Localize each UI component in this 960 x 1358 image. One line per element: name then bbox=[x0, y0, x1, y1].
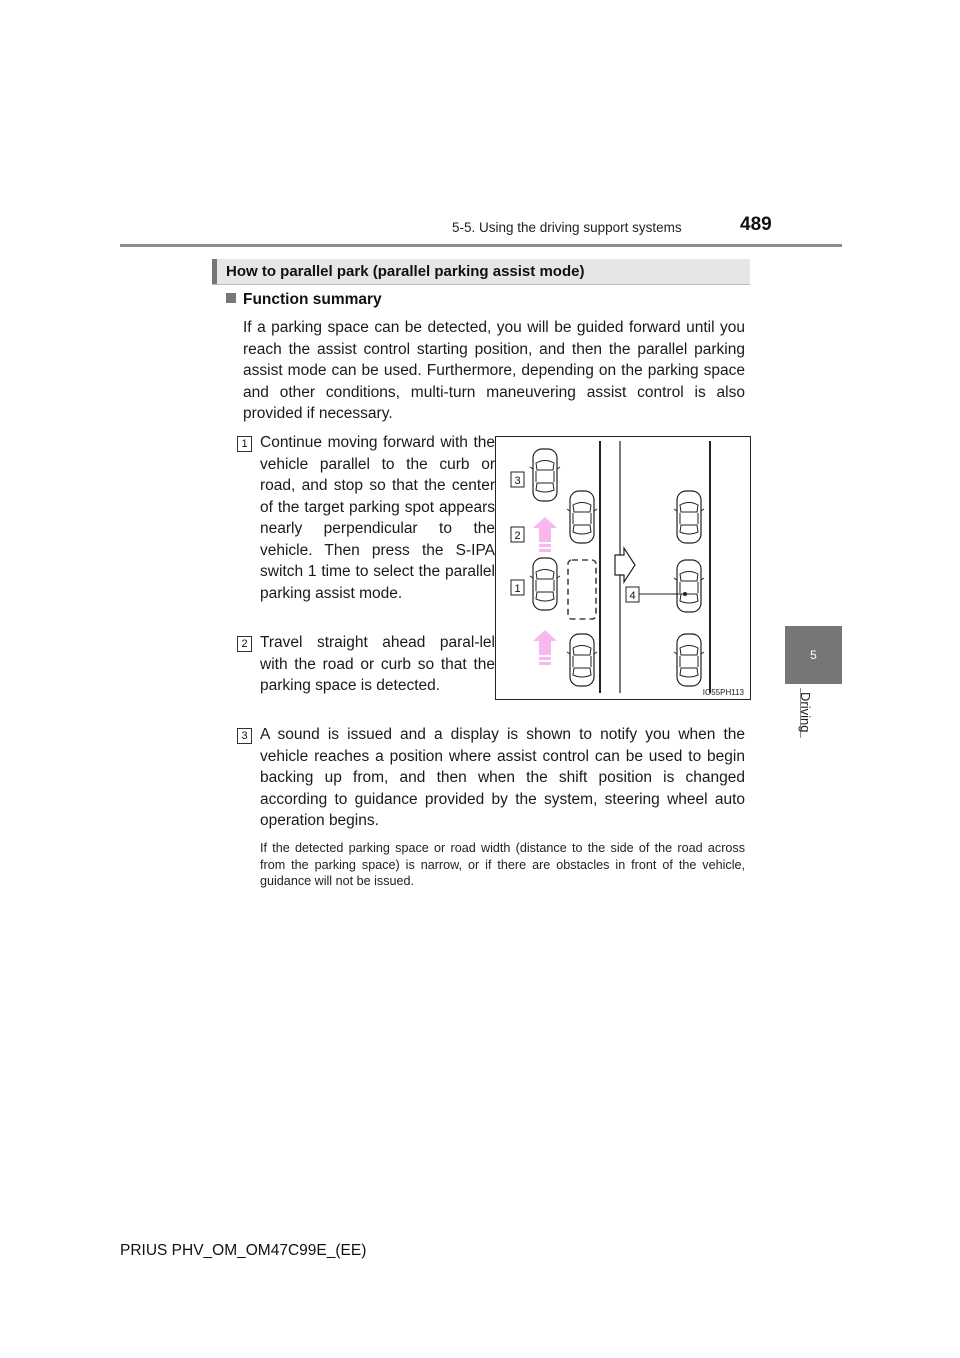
parked-car-left-bottom bbox=[567, 634, 597, 686]
step-number-1: 1 bbox=[237, 436, 252, 452]
result-car-middle bbox=[674, 560, 704, 612]
chapter-number: 5 bbox=[810, 648, 817, 662]
note-text: If the detected parking space or road width (distance to the side of the road across from the parking space) is narrow, or if there are obstacles in front of the vehicle, guidance will not be issued. bbox=[260, 841, 745, 888]
header-rule bbox=[120, 244, 842, 247]
running-header-section: 5-5. Using the driving support systems bbox=[452, 220, 682, 235]
chapter-name: Driving bbox=[798, 692, 813, 733]
step-1-text: Continue moving forward with the vehicle parallel to the curb or road, and stop so that the center of the target parking spot appears nearly perpendicular to the vehicle. Then press the S-IPA switch 1 time to select the parallel parking assist mode. bbox=[260, 434, 495, 602]
section-bar-accent bbox=[212, 259, 217, 284]
step-2-text: Travel straight ahead paral-lel with the road or curb so that the parking space is detected. bbox=[260, 634, 495, 694]
vehicle-position-1 bbox=[530, 558, 560, 610]
callout-4 bbox=[626, 587, 639, 602]
parked-car-left-top bbox=[567, 491, 597, 543]
callout-3 bbox=[511, 472, 524, 487]
document-footer: PRIUS PHV_OM_OM47C99E_(EE) bbox=[120, 1242, 367, 1259]
step-number-3: 3 bbox=[237, 728, 252, 744]
figure-code: IO55PH113 bbox=[702, 688, 744, 697]
callout-2 bbox=[511, 527, 524, 542]
transition-arrow bbox=[615, 548, 635, 582]
target-parking-space bbox=[568, 560, 596, 619]
forward-arrow-upper bbox=[533, 517, 557, 552]
callout-dot-4 bbox=[683, 592, 687, 596]
step-number-2: 2 bbox=[237, 636, 252, 652]
result-car-bottom bbox=[674, 634, 704, 686]
callout-1 bbox=[511, 580, 524, 595]
callout-2-label: 2 bbox=[514, 530, 521, 542]
callout-3-label: 3 bbox=[514, 475, 521, 487]
parking-diagram bbox=[496, 437, 750, 699]
vehicle-position-3 bbox=[530, 449, 560, 501]
intro-paragraph: If a parking space can be detected, you will be guided forward until you reach the assist control starting position, and then the parallel parking assist mode can be used. Furthermore, depending on the parking space and other conditions, multi-turn maneuvering assist control is also provided if necessary. bbox=[243, 319, 745, 422]
subheading-text: Function summary bbox=[243, 291, 382, 308]
subheading bbox=[226, 291, 382, 309]
forward-arrow-lower bbox=[533, 630, 557, 665]
chapter-tab bbox=[785, 626, 842, 684]
page-number: 489 bbox=[740, 214, 772, 235]
result-car-top bbox=[674, 491, 704, 543]
section-title-bar bbox=[212, 259, 750, 285]
callout-4-label: 4 bbox=[629, 590, 636, 602]
callout-1-label: 1 bbox=[514, 583, 521, 595]
square-bullet-icon bbox=[226, 293, 236, 303]
section-title: How to parallel park (parallel parking assist mode) bbox=[226, 263, 585, 280]
step-3-text: A sound is issued and a display is shown to notify you when the vehicle reaches a position where assist control can be used to begin backing up from, and then when the shift position is changed according to guidance provided by the system, steering wheel auto operation begins. bbox=[260, 726, 745, 829]
parallel-parking-figure bbox=[495, 436, 751, 700]
